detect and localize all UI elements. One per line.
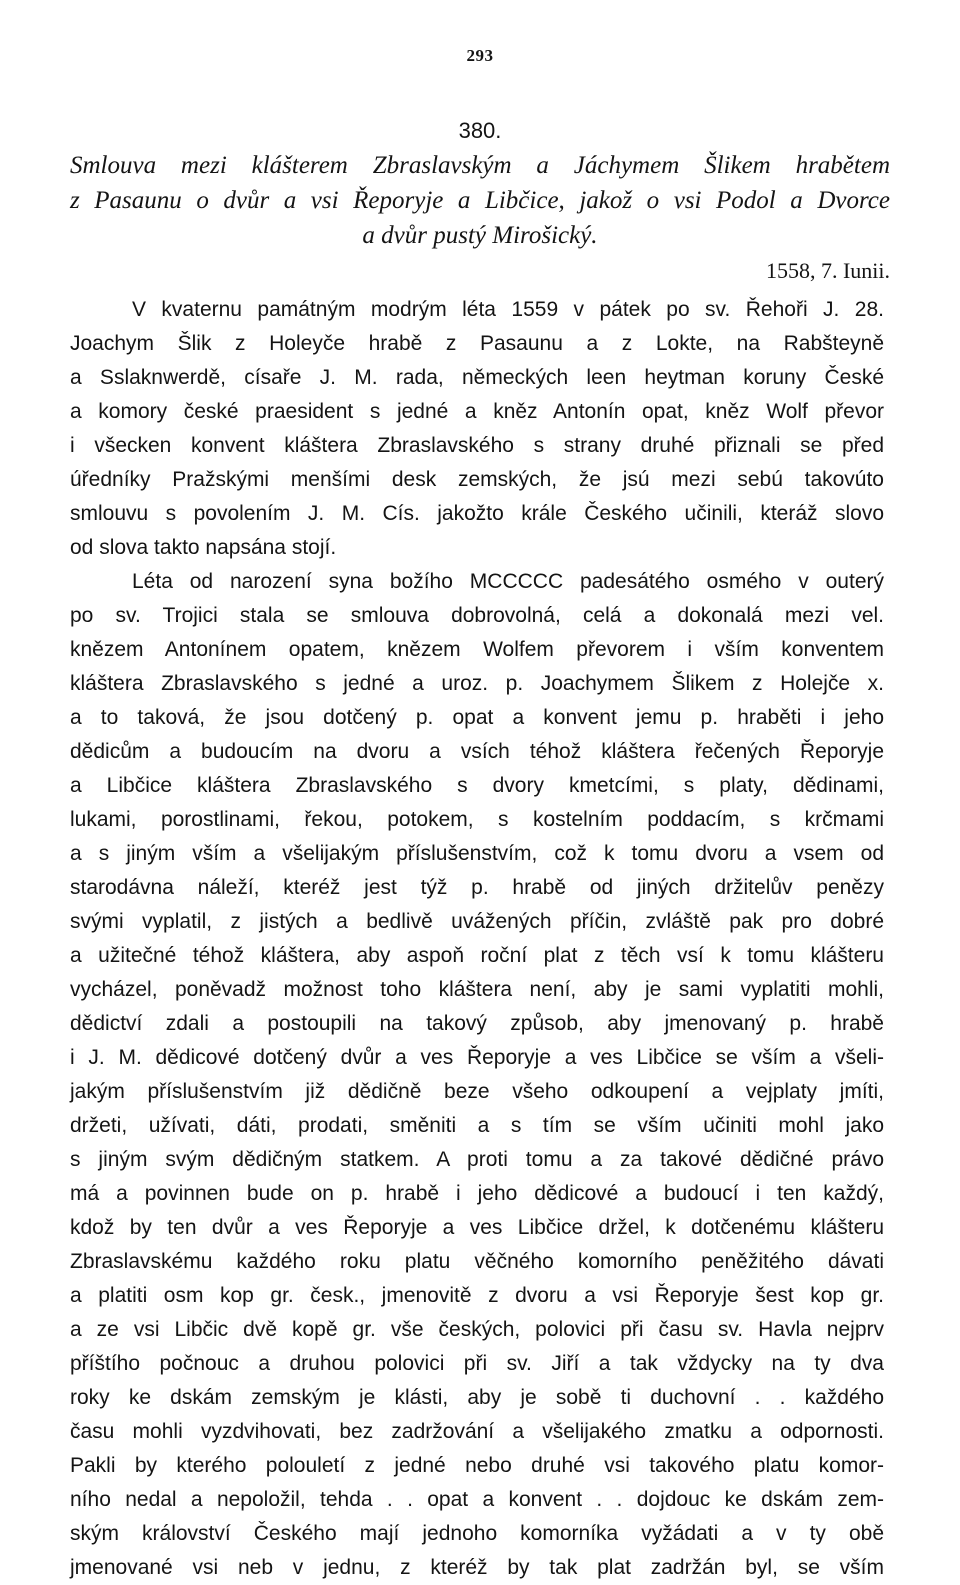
document-title-line: a dvůr pustý Mirošický.	[362, 222, 598, 249]
body-text-line: kdož by ten dvůr a ves Řeporyje a ves Libčice držel, k dotčenému klášteru	[70, 1216, 884, 1239]
body-text-line: i J. M. dědicové dotčený dvůr a ves Řeporyje a ves Libčice se vším a všeli-	[70, 1046, 884, 1069]
document-date: 1558, 7. Iunii.	[765, 258, 890, 283]
body-text-line: času mohli vyzdvihovati, bez zadržování a všelijakého zmatku a odpornosti.	[70, 1420, 884, 1443]
body-text-line: a komory české praesident s jedné a kněz Antonín opat, kněz Wolf převor	[70, 400, 884, 423]
body-text-line: dědicům a budoucím na dvoru a vsích téhož kláštera řečených Řeporyje	[70, 740, 884, 763]
body-text-line: Zbraslavskému každého roku platu věčného komorního peněžitého dávati	[70, 1250, 884, 1273]
document-number: 380.	[458, 118, 502, 143]
body-text-line: má a povinnen bude on p. hrabě i jeho dědicové a budoucí i ten každý,	[70, 1182, 884, 1205]
body-text-line: lukami, porostlinami, řekou, potokem, s kostelním poddacím, s krčmami	[70, 808, 884, 831]
body-text-line: příštího počnouc a druhou polovici při sv. Jiří a tak vždycky na ty dva	[70, 1352, 884, 1375]
body-text-line: ního nedal a nepoložil, tehda . . opat a konvent . . dojdouc ke dskám zem-	[70, 1488, 884, 1511]
body-text-line: Léta od narození syna božího MCCCCC padesátého osmého v outerý	[132, 570, 884, 593]
document-title-line: Smlouva mezi klášterem Zbraslavským a Jáchymem Šlikem hrabětem	[70, 152, 890, 179]
body-text-line: jakým příslušenstvím již dědičně beze všeho odkoupení a vejplaty jmíti,	[70, 1080, 884, 1103]
body-text-line: Joachym Šlik z Holeyče hrabě z Pasaunu a z Lokte, na Rabšteyně	[70, 332, 884, 355]
body-text-line: a Sslaknwerdě, císaře J. M. rada, německých leen heytman koruny České	[70, 366, 884, 389]
body-text-line: i všecken konvent kláštera Zbraslavského s strany druhé přiznali se před	[70, 434, 884, 457]
body-text-line: starodávna náleží, kteréž jest týž p. hrabě od jiných držitelův penězy	[70, 876, 884, 899]
body-text-line: svými vyplatil, z jistých a bedlivě uvážených příčin, zvláště pak pro dobré	[70, 910, 884, 933]
body-text-line: úředníky Pražskými menšími desk zemských, že jsú mezi sebú takovúto	[70, 468, 884, 491]
body-text-line: ským království Českého mají jednoho komorníka vyžádati a v ty obě	[70, 1522, 884, 1545]
body-text-line: jmenované vsi neb v jednu, z kteréž by tak plat zadržán byl, se vším	[70, 1556, 884, 1579]
body-text-line: Pakli by kterého polouletí z jedné nebo druhé vsi takového platu komor-	[70, 1454, 884, 1477]
page-number: 293	[466, 46, 494, 65]
body-text-line: kláštera Zbraslavského s jedné a uroz. p. Joachymem Šlikem z Holejče x.	[70, 672, 884, 695]
body-text-line: roky ke dskám zemským je klásti, aby je sobě ti duchovní . . každého	[70, 1386, 884, 1409]
body-text-line: vycházel, poněvadž možnost toho kláštera není, aby je sami vyplatiti mohli,	[70, 978, 884, 1001]
body-text-line: a Libčice kláštera Zbraslavského s dvory kmetcími, s platy, dědinami,	[70, 774, 884, 797]
body-text-line: knězem Antonínem opatem, knězem Wolfem převorem i vším konventem	[70, 638, 884, 661]
body-text-line: po sv. Trojici stala se smlouva dobrovolná, celá a dokonalá mezi vel.	[70, 604, 884, 627]
body-text-line: V kvaternu památným modrým léta 1559 v pátek po sv. Řehoři J. 28.	[132, 298, 884, 321]
body-text-line: a platiti osm kop gr. česk., jmenovitě z dvoru a vsi Řeporyje šest kop gr.	[70, 1284, 884, 1307]
body-text-line: s jiným svým dědičným statkem. A proti tomu a za takové dědičné právo	[70, 1148, 884, 1171]
body-text-line: a s jiným vším a všelijakým příslušenstvím, což k tomu dvoru a vsem od	[70, 842, 884, 865]
body-text-line: od slova takto napsána stojí.	[70, 536, 337, 559]
document-title-line: z Pasaunu o dvůr a vsi Řeporyje a Libčice, jakož o vsi Podol a Dvorce	[70, 187, 890, 214]
body-text-line: a to taková, že jsou dotčený p. opat a konvent jemu p. hraběti i jeho	[70, 706, 884, 729]
body-text-line: držeti, užívati, dáti, prodati, směniti a s tím se vším učiniti mohl jako	[70, 1114, 884, 1137]
body-text-line: a užitečné téhož kláštera, aby aspoň roční plat z těch vsí k tomu klášteru	[70, 944, 884, 967]
body-text-line: a ze vsi Libčic dvě kopě gr. vše českých, polovici při času sv. Havla nejprv	[70, 1318, 884, 1341]
body-text-line: smlouvu s povolením J. M. Cís. jakožto krále Českého učinili, kteráž slovo	[70, 502, 884, 525]
body-text-line: dědictví zdali a postoupili na takový způsob, aby jmenovaný p. hrabě	[70, 1012, 884, 1035]
